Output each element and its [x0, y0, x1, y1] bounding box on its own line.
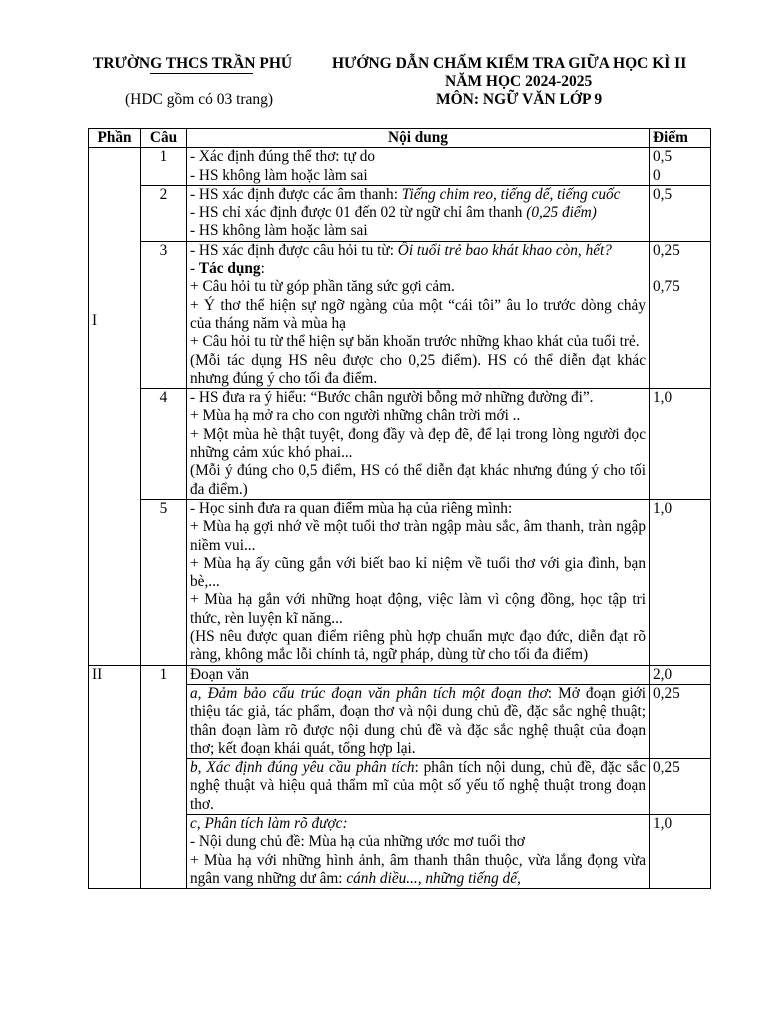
score-cell: 0,25	[650, 759, 711, 815]
criterion-a: a, Đảm bảo cấu trúc đoạn văn phân tích một đoạn thơ: Mở đoạn giới thiệu tác giả, tác phẩm, đoạn thơ và nội dung chủ đề, đặc sắc nghệ thuật; thân đoạn làm rõ được nội dung chủ đề và đặc sắc nghệ thuật của đoạn thơ; kết đoạn khái quát, tổng hợp lại.	[187, 684, 650, 758]
score-cell: 0,25	[650, 684, 711, 758]
answer-content: - HS đưa ra ý hiểu: “Bước chân người bỗng mở những đường đi”. + Mùa hạ mở ra cho con người những chân trời mới .. + Một mùa hè thật tuyệt, đong đầy và đẹp đẽ, để lại trong lòng người đọc những cảm xúc khó phai... (Mỗi ý đúng cho 0,5 điểm, HS có thể diễn đạt khác nhưng đúng ý cho tối đa điểm.)	[187, 389, 650, 500]
table-row	[89, 185, 711, 241]
school-year: NĂM HỌC 2024-2025	[445, 73, 593, 90]
part-two-label: II	[89, 665, 141, 889]
answer-content: - HS xác định được câu hỏi tu từ: Ôi tuổi trẻ bao khát khao còn, hết? - Tác dụng: + Câu hỏi tu từ góp phần tăng sức gợi cảm. + Ý thơ thể hiện sự ngỡ ngàng của một “cái tôi” âu lo trước dòng chảy của tháng năm và mùa hạ + Câu hỏi tu từ thể hiện sự băn khoăn trước những khao khát của tuổi trẻ. (Mỗi tác dụng HS nêu được cho 0,25 điểm). HS có thể diễn đạt khác nhưng đúng ý cho tối đa điểm.	[187, 241, 650, 388]
score-cell: 1,0	[650, 814, 711, 888]
score-cell: 1,0	[650, 389, 711, 500]
header-score: Điểm	[650, 129, 711, 148]
score-cell: 0,25 0,75	[650, 241, 711, 388]
table-row	[89, 389, 711, 500]
page-count-note: (HDC gồm có 03 trang)	[125, 91, 274, 108]
table-row	[89, 665, 711, 684]
doc-title: HƯỚNG DẪN CHẤM KIỂM TRA GIỮA HỌC KÌ II	[332, 55, 687, 72]
table-row	[89, 241, 711, 388]
answer-content: - Học sinh đưa ra quan điểm mùa hạ của riêng mình: + Mùa hạ gợi nhớ về một tuổi thơ tràn ngập màu sắc, âm thanh, tràn ngập niềm vui... + Mùa hạ ấy cũng gắn với biết bao kỉ niệm về tuổi thơ với gia đình, bạn bè,... + Mùa hạ gắn với những hoạt động, việc làm vì cộng đồng, học tập tri thức, rèn luyện kĩ năng... (HS nêu được quan điểm riêng phù hợp chuẩn mực đạo đức, diễn đạt rõ ràng, không mắc lỗi chính tả, ngữ pháp, dùng từ cho tối đa điểm)	[187, 499, 650, 665]
criterion-c: c, Phân tích làm rõ được: - Nội dung chủ đề: Mùa hạ của những ước mơ tuổi thơ + Mùa hạ với những hình ảnh, âm thanh thân thuộc, vừa lắng đọng vừa ngân vang những dư âm: cánh diều..., những tiếng dế,	[187, 814, 650, 888]
question-number: 2	[141, 185, 187, 241]
answer-content: - HS xác định được các âm thanh: Tiếng chim reo, tiếng dế, tiếng cuốc - HS chỉ xác định được 01 đến 02 từ ngữ chỉ âm thanh (0,25 điểm) - HS không làm hoặc làm sai	[187, 185, 650, 241]
school-name: TRƯỜNG THCS TRẦN PHÚ	[93, 55, 293, 72]
question-number: 1	[141, 665, 187, 889]
header-part: Phần	[89, 129, 141, 148]
header-question: Câu	[141, 129, 187, 148]
question-number: 1	[141, 148, 187, 186]
score-cell: 0,5 0	[650, 148, 711, 186]
score-cell: 1,0	[650, 499, 711, 665]
school-underline	[150, 73, 253, 74]
subject-title: MÔN: NGỮ VĂN LỚP 9	[436, 91, 603, 108]
header-content: Nội dung	[187, 129, 650, 148]
table-row	[89, 499, 711, 665]
question-number: 5	[141, 499, 187, 665]
grading-table	[88, 128, 711, 889]
question-number: 3	[141, 241, 187, 388]
score-cell: 2,0	[650, 665, 711, 684]
score-cell: 0,5	[650, 185, 711, 241]
question-number: 4	[141, 389, 187, 500]
table-header-row	[89, 129, 711, 148]
criterion-b: b, Xác định đúng yêu cầu phân tích: phân tích nội dung, chủ đề, đặc sắc nghệ thuật và hiệu quả thẩm mĩ của một số yếu tố nghệ thuật trong đoạn thơ.	[187, 759, 650, 815]
table-row	[89, 148, 711, 186]
section-title: Đoạn văn	[187, 665, 650, 684]
answer-content: - Xác định đúng thể thơ: tự do - HS không làm hoặc làm sai	[187, 148, 650, 186]
part-one-label: I	[89, 148, 141, 665]
